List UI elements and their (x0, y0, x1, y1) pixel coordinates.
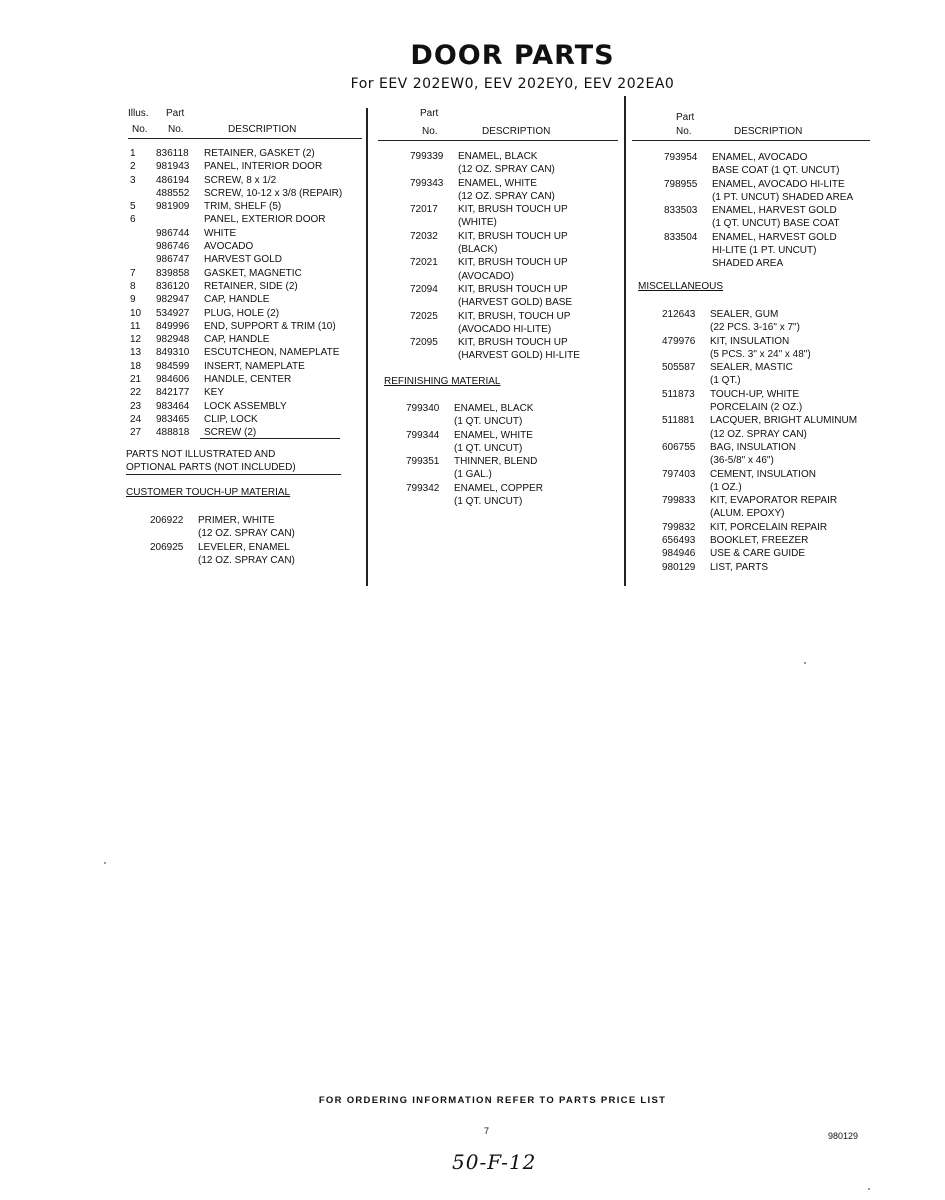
part-number: 986746 (156, 241, 190, 253)
part-number: 836120 (156, 280, 190, 292)
column-divider-left (366, 108, 368, 586)
col3-header (676, 112, 876, 142)
misc-row (632, 481, 882, 494)
part-number: 799833 (662, 495, 696, 507)
part-number: 839858 (156, 267, 190, 279)
part-number: 511881 (662, 415, 695, 427)
handwritten-note: 50-F-12 (452, 1150, 537, 1174)
parts-row (632, 257, 882, 270)
refinish-row (378, 468, 622, 481)
part-description: (1 PT. UNCUT) SHADED AREA (712, 191, 854, 203)
part-number: 505587 (662, 362, 696, 374)
parts-row (128, 147, 364, 160)
part-number: 983464 (156, 400, 190, 412)
misc-row (632, 441, 882, 454)
parts-row (378, 177, 622, 190)
part-number: 981943 (156, 161, 190, 173)
part-description: (5 PCS. 3" x 24" x 48") (710, 348, 811, 360)
illus-number: 22 (130, 387, 142, 399)
part-number: 836118 (156, 148, 189, 159)
part-description: (12 OZ. SPRAY CAN) (458, 164, 555, 176)
model-subtitle: For EEV 202EW0, EEV 202EY0, EEV 202EA0 (350, 76, 675, 92)
part-number: 799343 (410, 177, 444, 189)
parts-row (632, 164, 882, 177)
parts-row (378, 230, 622, 243)
part-number: 984606 (156, 374, 190, 386)
parts-row (632, 178, 882, 191)
parts-row (378, 163, 622, 176)
illus-number: 27 (130, 427, 142, 439)
part-number: 833503 (664, 205, 698, 217)
part-description: CAP, HANDLE (204, 294, 270, 306)
part-description: KIT, BRUSH TOUCH UP (458, 337, 568, 349)
parts-row (378, 270, 622, 283)
scan-speck (104, 862, 106, 864)
part-number: 799351 (406, 456, 440, 468)
part-description: (BLACK) (458, 244, 498, 256)
part-description: SCREW (2) (204, 427, 257, 439)
part-description: (HARVEST GOLD) BASE (458, 297, 573, 309)
misc-row (632, 335, 882, 348)
illus-number: 11 (130, 320, 141, 332)
part-description: PANEL, EXTERIOR DOOR (204, 214, 326, 226)
part-number: 206925 (150, 541, 184, 553)
col1-header-part: Part (166, 108, 185, 119)
part-description: (12 OZ. SPRAY CAN) (710, 428, 807, 440)
part-description: PLUG, HOLE (2) (204, 307, 280, 319)
part-number: 799344 (406, 429, 440, 441)
illus-number: 1 (130, 148, 136, 159)
part-number: 842177 (156, 387, 190, 399)
part-description: LIST, PARTS (710, 561, 768, 573)
col2-header-description: DESCRIPTION (482, 126, 551, 137)
scan-speck (868, 1188, 870, 1190)
parts-row (128, 187, 364, 200)
col3-header-rule (632, 140, 870, 141)
part-description: PORCELAIN (2 OZ.) (710, 402, 803, 414)
part-description: INSERT, NAMEPLATE (204, 360, 305, 372)
part-description: LEVELER, ENAMEL (198, 541, 290, 553)
part-description: BOOKLET, FREEZER (710, 535, 809, 547)
part-description: TOUCH-UP, WHITE (710, 388, 800, 400)
misc-row (632, 534, 882, 547)
part-description: (1 OZ.) (710, 481, 742, 493)
part-number: 980129 (662, 561, 696, 573)
part-description: AVOCADO (204, 241, 254, 253)
parts-row (128, 213, 364, 226)
illus-number: 5 (130, 201, 136, 213)
illus-number: 18 (130, 360, 142, 372)
part-description: RETAINER, GASKET (2) (204, 148, 315, 159)
part-description: KIT, PORCELAIN REPAIR (710, 521, 828, 533)
illus-number: 6 (130, 214, 136, 226)
misc-row (632, 414, 882, 427)
part-description: HI-LITE (1 PT. UNCUT) (712, 245, 817, 257)
parts-row (128, 200, 364, 213)
part-number: 982948 (156, 334, 190, 346)
part-description: KIT, INSULATION (710, 335, 790, 347)
part-number: 212643 (662, 309, 696, 320)
misc-row (632, 361, 882, 374)
parts-row (128, 227, 364, 240)
parts-row (378, 323, 622, 336)
col1-list-end-rule (200, 438, 340, 439)
part-number: 72095 (410, 337, 438, 349)
part-description: TRIM, SHELF (5) (204, 201, 282, 213)
part-description: SCREW, 8 x 1/2 (204, 174, 277, 186)
parts-row (378, 310, 622, 323)
parts-row (378, 190, 622, 203)
part-description: (1 QT. UNCUT) (454, 442, 523, 454)
refinishing-list (378, 402, 622, 508)
part-description: (1 QT.) (710, 375, 741, 387)
part-number: 849310 (156, 347, 190, 359)
misc-row (632, 374, 882, 387)
illus-number: 8 (130, 280, 136, 292)
part-description: GASKET, MAGNETIC (204, 267, 302, 279)
page-title: DOOR PARTS (410, 40, 615, 71)
parts-row (632, 191, 882, 204)
touchup-list (126, 514, 366, 567)
part-description: ENAMEL, HARVEST GOLD (712, 231, 837, 243)
part-number: 986747 (156, 254, 190, 266)
illus-number: 10 (130, 307, 142, 319)
misc-row (632, 507, 882, 520)
part-number: 72025 (410, 310, 438, 322)
part-description: (1 GAL.) (454, 469, 492, 481)
part-description: (1 QT. UNCUT) BASE COAT (712, 218, 840, 230)
part-description: KIT, BRUSH, TOUCH UP (458, 310, 571, 322)
col1-header-no2: No. (168, 124, 184, 135)
part-description: ENAMEL, HARVEST GOLD (712, 205, 837, 217)
parts-row (632, 151, 882, 164)
part-number: 982947 (156, 294, 190, 306)
column-divider-right (624, 96, 626, 586)
parts-row (128, 373, 364, 386)
parts-row (378, 203, 622, 216)
part-number: 799340 (406, 403, 440, 414)
part-description: ENAMEL, AVOCADO (712, 152, 808, 163)
illus-number: 9 (130, 294, 136, 306)
parts-row (128, 400, 364, 413)
misc-row (632, 348, 882, 361)
refinish-row (378, 495, 622, 508)
part-description: ENAMEL, BLACK (454, 403, 534, 414)
part-number: 656493 (662, 535, 696, 547)
part-number: 833504 (664, 231, 698, 243)
parts-row (632, 244, 882, 257)
parts-row (378, 256, 622, 269)
misc-row (632, 561, 882, 574)
refinish-row (378, 455, 622, 468)
part-description: ESCUTCHEON, NAMEPLATE (204, 347, 340, 359)
misc-row (632, 321, 882, 334)
part-number: 488552 (156, 187, 190, 199)
col2-header-rule (378, 140, 618, 141)
part-description: WHITE (204, 227, 237, 239)
part-number: 984946 (662, 548, 696, 560)
parts-row (128, 386, 364, 399)
part-description: ENAMEL, BLACK (458, 151, 538, 162)
part-description: SHADED AREA (712, 258, 784, 270)
part-description: ENAMEL, WHITE (458, 177, 537, 189)
illus-number: 21 (130, 374, 142, 386)
part-description: (36-5/8" x 46") (710, 455, 774, 467)
part-description: USE & CARE GUIDE (710, 548, 806, 560)
part-description: PRIMER, WHITE (198, 515, 275, 526)
part-number: 981909 (156, 201, 190, 213)
part-description: LOCK ASSEMBLY (204, 400, 287, 412)
misc-row (632, 521, 882, 534)
parts-row (378, 150, 622, 163)
part-description: (22 PCS. 3-16" x 7") (710, 322, 800, 334)
col2-header (420, 108, 620, 138)
part-description: ENAMEL, WHITE (454, 429, 533, 441)
part-description: KIT, BRUSH TOUCH UP (458, 230, 568, 242)
part-number: 206922 (150, 515, 184, 526)
refinishing-heading: REFINISHING MATERIAL (384, 376, 501, 387)
parts-row (128, 307, 364, 320)
parts-row (128, 413, 364, 426)
illus-number: 7 (130, 267, 136, 279)
part-description: KEY (204, 387, 225, 399)
part-description: CLIP, LOCK (204, 413, 258, 425)
part-description: BASE COAT (1 QT. UNCUT) (712, 165, 840, 177)
part-number: 986744 (156, 227, 190, 239)
misc-row (632, 494, 882, 507)
misc-row (632, 308, 882, 321)
col1-parts-list (128, 147, 364, 440)
part-description: (1 QT. UNCUT) (454, 496, 523, 508)
part-number: 606755 (662, 441, 696, 453)
refinish-row (378, 442, 622, 455)
parts-row (128, 333, 364, 346)
part-number: 799832 (662, 521, 696, 533)
parts-row (128, 346, 364, 359)
col1-header-illus: Illus. (128, 108, 149, 119)
part-number: 799339 (410, 151, 444, 162)
part-description: (HARVEST GOLD) HI-LITE (458, 350, 580, 362)
part-description: THINNER, BLEND (454, 456, 538, 468)
parts-row (378, 296, 622, 309)
part-description: KIT, BRUSH TOUCH UP (458, 257, 568, 269)
col3-header-description: DESCRIPTION (734, 126, 803, 137)
touchup-row (126, 554, 366, 567)
col1-header-description: DESCRIPTION (228, 124, 297, 135)
part-description: ENAMEL, COPPER (454, 482, 543, 494)
parts-row (128, 280, 364, 293)
part-description: (12 OZ. SPRAY CAN) (198, 528, 295, 540)
misc-row (632, 468, 882, 481)
touchup-row (126, 541, 366, 554)
ordering-note: FOR ORDERING INFORMATION REFER TO PARTS PRICE LIST (318, 1095, 667, 1106)
document-number: 980129 (828, 1131, 859, 1141)
misc-row (632, 428, 882, 441)
part-description: PANEL, INTERIOR DOOR (204, 161, 323, 173)
parts-row (378, 349, 622, 362)
parts-row (128, 293, 364, 306)
col2-parts-list (378, 150, 622, 363)
part-description: (AVOCADO) (458, 270, 514, 282)
part-description: LACQUER, BRIGHT ALUMINUM (710, 415, 858, 427)
illus-number: 12 (130, 334, 142, 346)
touchup-heading: CUSTOMER TOUCH-UP MATERIAL (126, 487, 291, 498)
illus-number: 24 (130, 413, 142, 425)
misc-row (632, 454, 882, 467)
misc-row (632, 388, 882, 401)
parts-row (128, 360, 364, 373)
col1-header (128, 108, 368, 138)
touchup-row (126, 527, 366, 540)
parts-row (128, 253, 364, 266)
parts-row (632, 231, 882, 244)
part-number: 798955 (664, 178, 698, 190)
part-description: (1 QT. UNCUT) (454, 416, 523, 428)
miscellaneous-list (632, 308, 882, 574)
part-number: 793954 (664, 152, 698, 163)
part-number: 983465 (156, 413, 190, 425)
col3-header-no: No. (676, 126, 692, 137)
page-number: 7 (484, 1126, 490, 1136)
parts-row (378, 336, 622, 349)
misc-row (632, 547, 882, 560)
touchup-row (126, 514, 366, 527)
parts-row (632, 204, 882, 217)
part-description: KIT, EVAPORATOR REPAIR (710, 495, 838, 507)
col1-header-rule (128, 138, 362, 139)
parts-row (378, 243, 622, 256)
miscellaneous-heading: MISCELLANEOUS (638, 281, 724, 292)
note-line-2: OPTIONAL PARTS (NOT INCLUDED) (126, 462, 296, 474)
part-number: 72017 (410, 204, 438, 216)
part-number: 72094 (410, 283, 438, 295)
illus-number: 2 (130, 161, 136, 173)
part-description: SCREW, 10-12 x 3/8 (REPAIR) (204, 187, 343, 199)
part-number: 72021 (410, 257, 438, 269)
misc-row (632, 401, 882, 414)
part-description: (AVOCADO HI-LITE) (458, 323, 552, 335)
part-number: 72032 (410, 230, 438, 242)
part-description: (WHITE) (458, 217, 497, 229)
col3-header-part: Part (676, 112, 695, 123)
illus-number: 23 (130, 400, 142, 412)
col1-note (126, 448, 366, 475)
col1-header-no1: No. (132, 124, 148, 135)
part-number: 511873 (662, 388, 695, 400)
parts-row (632, 217, 882, 230)
illus-number: 3 (130, 174, 136, 186)
part-description: KIT, BRUSH TOUCH UP (458, 283, 568, 295)
part-description: (12 OZ. SPRAY CAN) (458, 190, 555, 202)
refinish-row (378, 415, 622, 428)
part-number: 488818 (156, 427, 190, 439)
parts-row (128, 174, 364, 187)
part-number: 799342 (406, 482, 440, 494)
part-number: 486194 (156, 174, 190, 186)
parts-row (128, 160, 364, 173)
part-description: BAG, INSULATION (710, 441, 796, 453)
col2-header-no: No. (422, 126, 438, 137)
part-description: (12 OZ. SPRAY CAN) (198, 554, 295, 566)
part-description: HANDLE, CENTER (204, 374, 292, 386)
note-line-1: PARTS NOT ILLUSTRATED AND (126, 449, 276, 460)
part-description: HARVEST GOLD (204, 254, 282, 266)
part-number: 797403 (662, 468, 696, 480)
part-description: RETAINER, SIDE (2) (204, 280, 298, 292)
scan-speck (804, 662, 806, 664)
illus-number: 13 (130, 347, 142, 359)
part-description: ENAMEL, AVOCADO HI-LITE (712, 178, 845, 190)
part-description: SEALER, MASTIC (710, 362, 793, 374)
part-description: CEMENT, INSULATION (710, 468, 816, 480)
refinish-row (378, 402, 622, 415)
parts-row (128, 240, 364, 253)
part-description: (ALUM. EPOXY) (710, 508, 785, 520)
part-description: END, SUPPORT & TRIM (10) (204, 320, 336, 332)
part-number: 849996 (156, 320, 190, 332)
part-description: SEALER, GUM (710, 309, 779, 320)
parts-row (378, 283, 622, 296)
col3-parts-list (632, 151, 882, 271)
part-number: 984599 (156, 360, 190, 372)
parts-row (128, 320, 364, 333)
part-description: CAP, HANDLE (204, 334, 270, 346)
col1-note-rule (126, 474, 341, 475)
part-description: KIT, BRUSH TOUCH UP (458, 204, 568, 216)
part-number: 479976 (662, 335, 696, 347)
parts-row (128, 267, 364, 280)
part-number: 534927 (156, 307, 190, 319)
parts-row (378, 216, 622, 229)
refinish-row (378, 482, 622, 495)
refinish-row (378, 429, 622, 442)
col2-header-part: Part (420, 108, 439, 119)
